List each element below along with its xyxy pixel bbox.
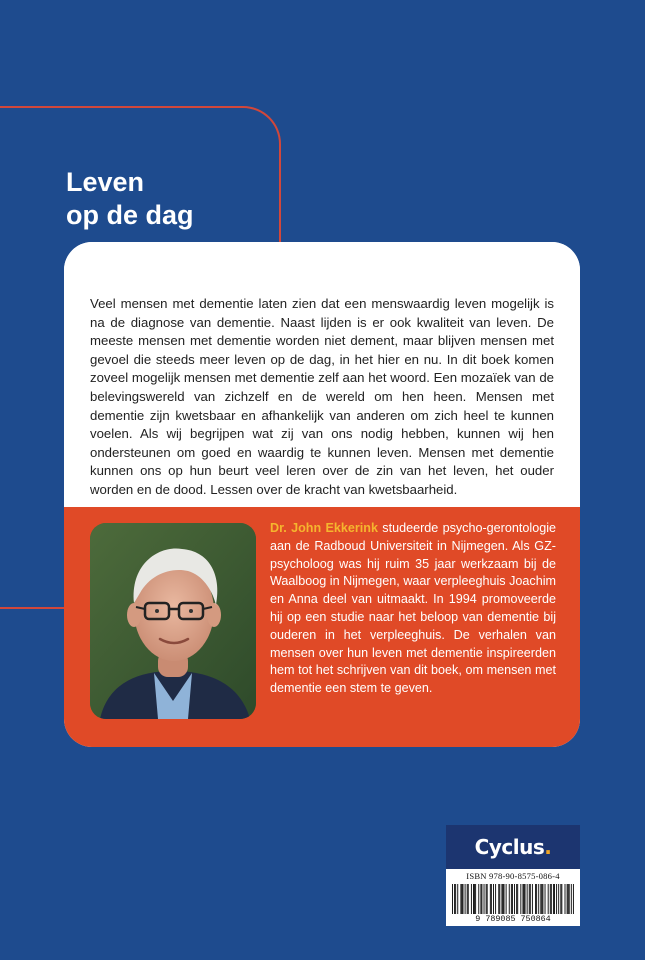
book-blurb: Veel mensen met dementie laten zien dat een menswaardig leven mogelijk is na de diagnose van dementie. Naast lijden is er ook kwaliteit van leven. De meeste mensen met dementie worden niet dement, maar blijven mensen met gevoel die steeds meer leven op de dag, in het hier en nu. In dit boek komen zoveel mogelijk mensen met dementie zelf aan het woord. Een mozaïek van de belevingswereld van zichzelf en de wereld om hen heen. Mensen met dementie zijn kwetsbaar en afhankelijk van anderen om zich heel te kunnen voelen. Als wij begrijpen wat zij van ons nodig hebben, kunnen wij hen ondersteunen om goed en waardig te kunnen leven. Mensen met dementie kunnen ons op hun beurt veel leren over de zin van het leven, het ouder worden en de dood. Lessen over de kracht van kwetsbaarheid. <box>90 296 554 497</box>
title-line-1: Leven <box>66 167 145 197</box>
publisher-logo-text <box>475 835 552 859</box>
author-name: Dr. John Ekkerink <box>270 521 378 535</box>
content-card <box>64 242 580 747</box>
publisher-barcode-box <box>446 825 580 926</box>
blurb-panel <box>64 242 580 507</box>
author-photo <box>90 523 256 719</box>
publisher-logo <box>446 825 580 869</box>
logo-dot: . <box>544 835 552 859</box>
author-bio <box>270 520 556 698</box>
author-bio-text: studeerde psycho-gerontologie aan de Radboud Universiteit in Nijmegen. Als GZ-psycholoog was hij ruim 35 jaar werkzaam bij de Waalboog in Nijmegen, waar verpleeghuis Joachim en Anna deel van uitmaakt. In 1994 promoveerde hij op een studie naar het beloop van dementie bij ouderen in het verpleeghuis. De verhalen van mensen over hun leven met dementie inspireerden hem tot het schrijven van dit boek, om mensen met dementie een stem te geven. <box>270 521 556 696</box>
logo-word: Cyclus <box>474 835 545 859</box>
book-title <box>66 166 194 232</box>
title-line-2: op de dag <box>66 200 194 230</box>
author-panel <box>64 507 580 747</box>
barcode-digits: 9 789085 750864 <box>475 914 551 924</box>
isbn-label: ISBN 978-90-8575-086-4 <box>466 871 560 881</box>
author-portrait-illustration <box>90 523 256 719</box>
barcode-icon <box>452 884 574 914</box>
